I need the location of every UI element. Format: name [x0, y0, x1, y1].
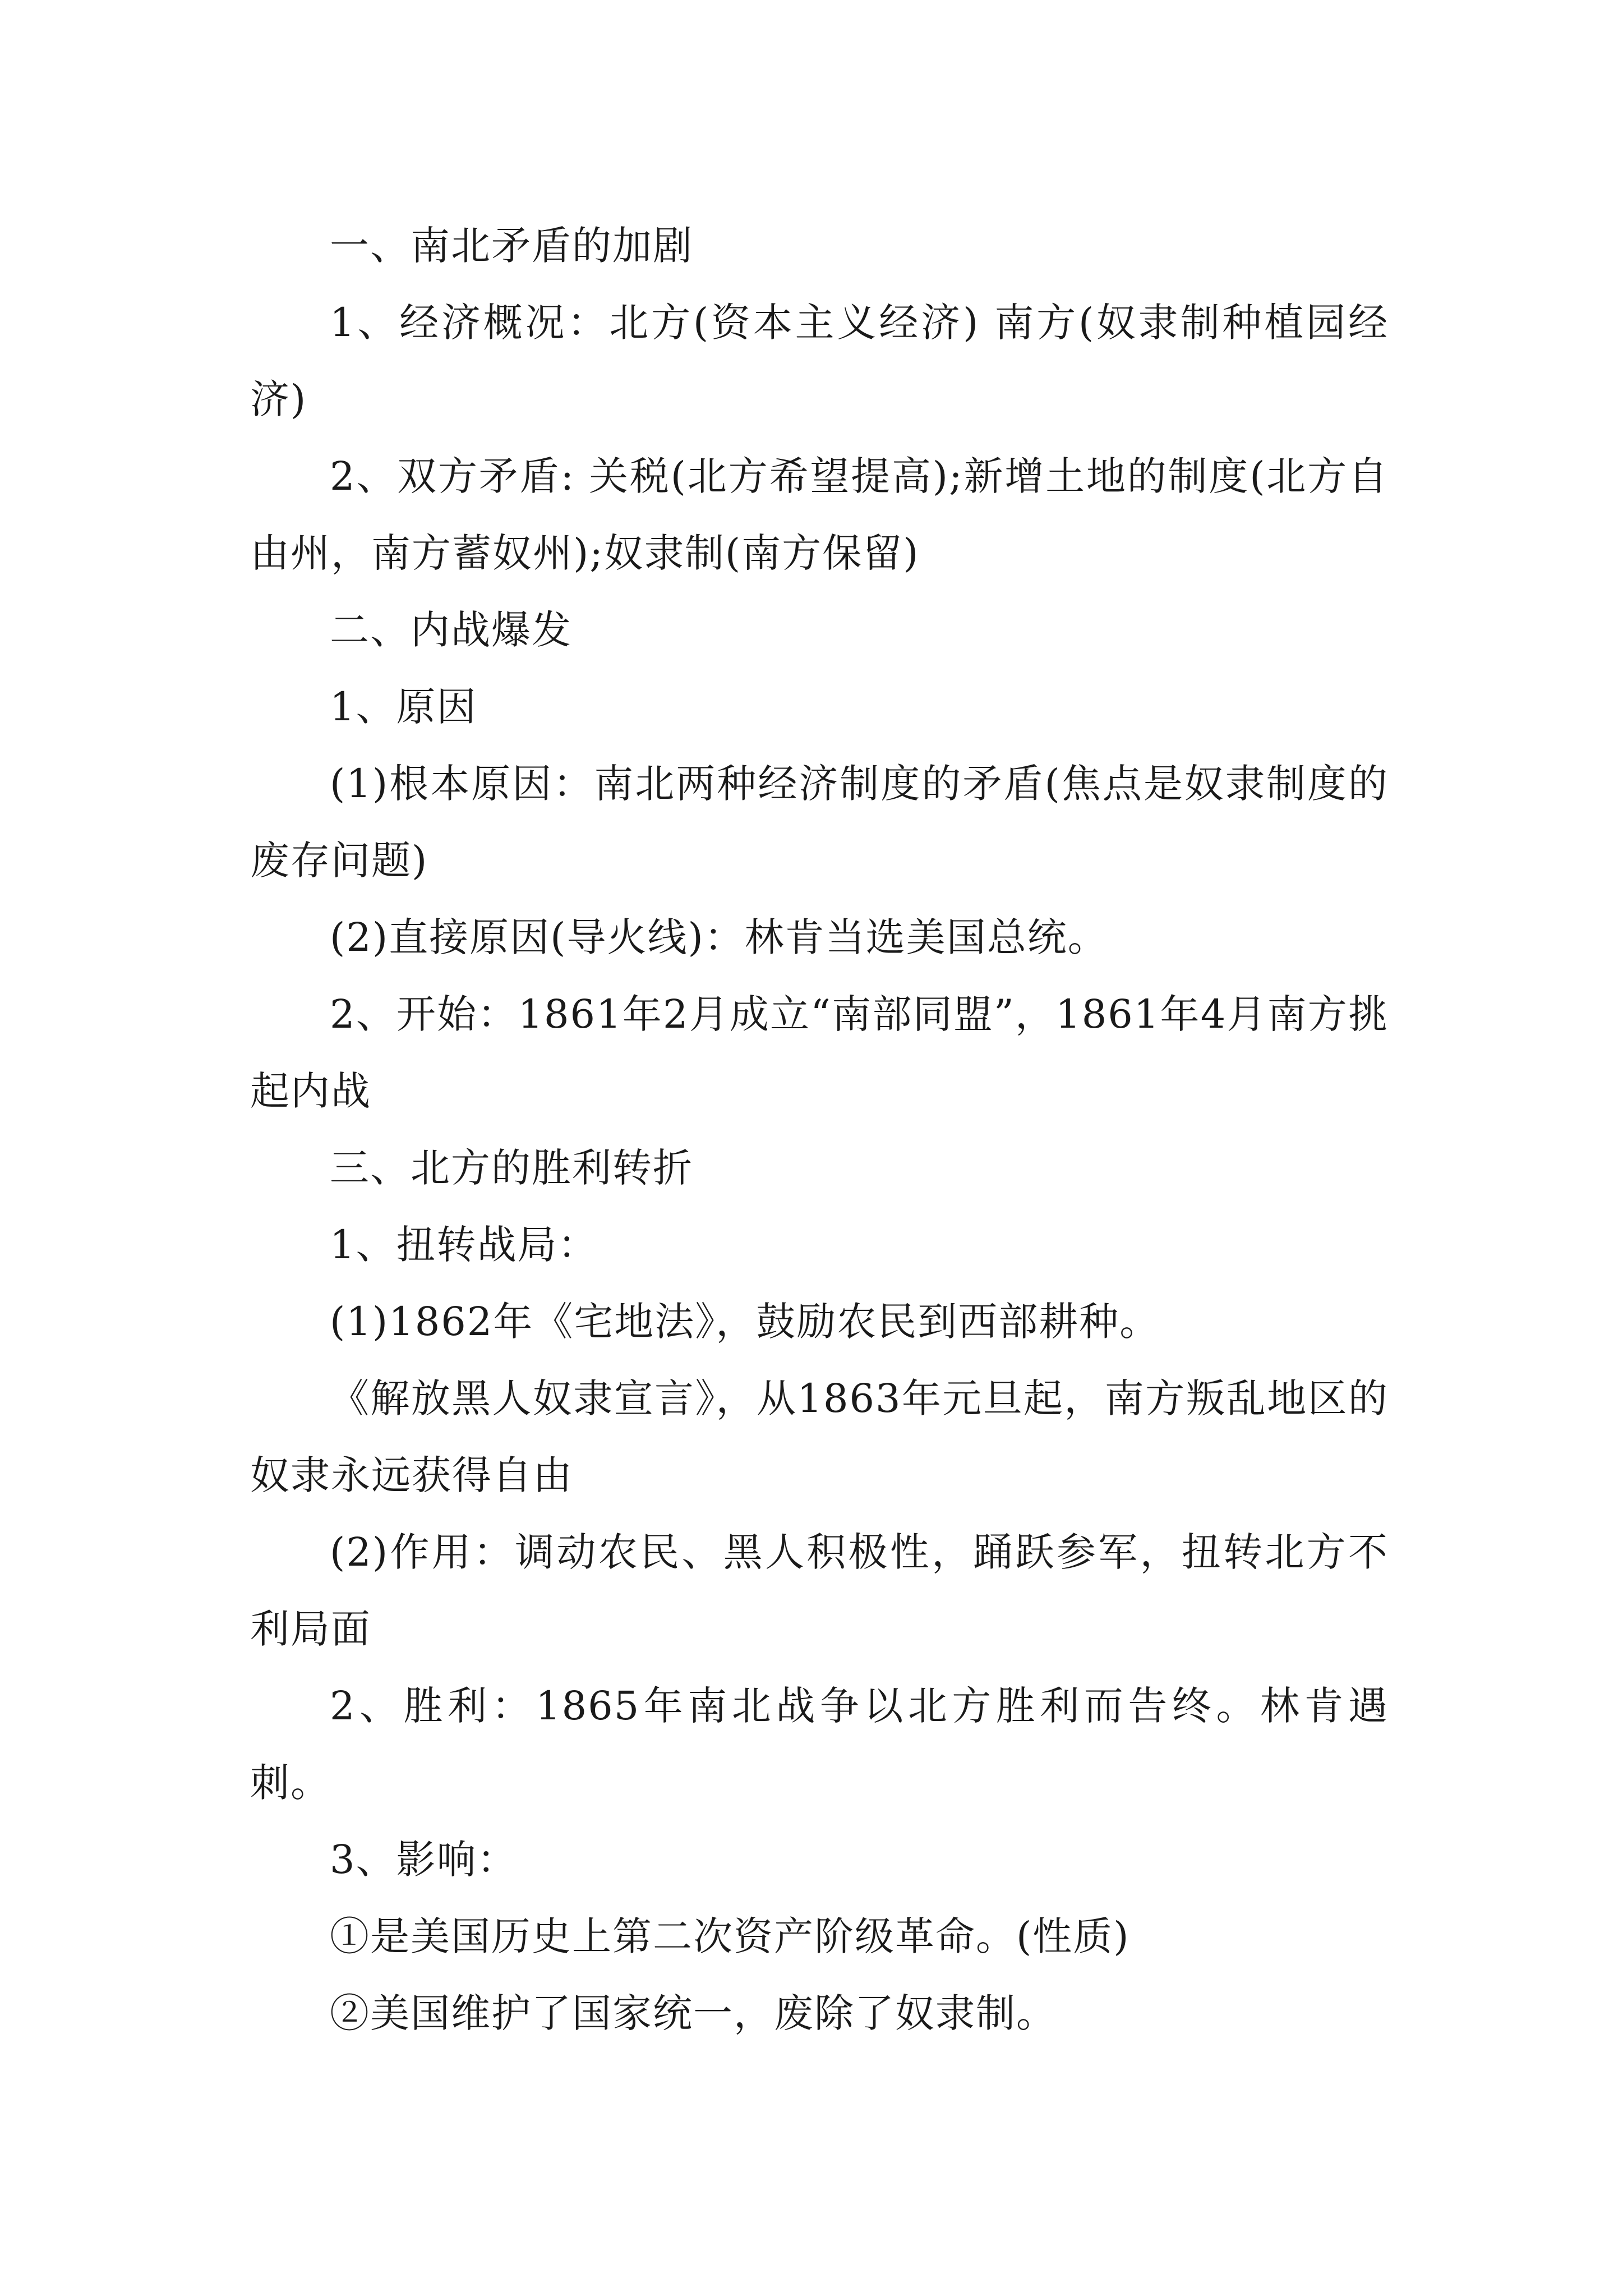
- list-item-impact-1: ①是美国历史上第二次资产阶级革命。(性质): [330, 1913, 1130, 1959]
- heading-section-2: 二、内战爆发: [330, 607, 572, 653]
- paragraph-economy-overview: 1、经济概况：北方(资本主义经济) 南方(奴隶制种植园经济): [250, 300, 1389, 422]
- paragraph-direct-cause: (2)直接原因(导火线)：林肯当选美国总统。: [330, 914, 1108, 960]
- paragraph-war-start: 2、开始：1861年2月成立“南部同盟”，1861年4月南方挑起内战: [250, 991, 1389, 1114]
- paragraph-victory: 2、胜利：1865年南北战争以北方胜利而告终。林肯遇刺。: [250, 1683, 1389, 1806]
- subheading-impact: 3、影响：: [330, 1837, 518, 1883]
- paragraph-effect: (2)作用：调动农民、黑人积极性，踊跃参军，扭转北方不利局面: [250, 1529, 1389, 1652]
- paragraph-emancipation: 《解放黑人奴隶宣言》，从1863年元旦起，南方叛乱地区的奴隶永远获得自由: [250, 1375, 1389, 1498]
- subheading-turning-point: 1、扭转战局：: [330, 1222, 598, 1268]
- heading-section-3: 三、北方的胜利转折: [330, 1145, 693, 1191]
- document-body: [250, 208, 1389, 2052]
- subheading-causes: 1、原因: [330, 684, 477, 730]
- heading-section-1: 一、南北矛盾的加剧: [330, 223, 693, 269]
- paragraph-root-cause: (1)根本原因：南北两种经济制度的矛盾(焦点是奴隶制度的废存问题): [250, 761, 1389, 884]
- paragraph-conflicts: 2、双方矛盾: 关税(北方希望提高);新增土地的制度(北方自由州，南方蓄奴州);奴隶制(南方保留): [250, 453, 1389, 576]
- paragraph-homestead-act: (1)1862年《宅地法》，鼓励农民到西部耕种。: [330, 1299, 1160, 1345]
- list-item-impact-2: ②美国维护了国家统一，废除了奴隶制。: [330, 1990, 1057, 2036]
